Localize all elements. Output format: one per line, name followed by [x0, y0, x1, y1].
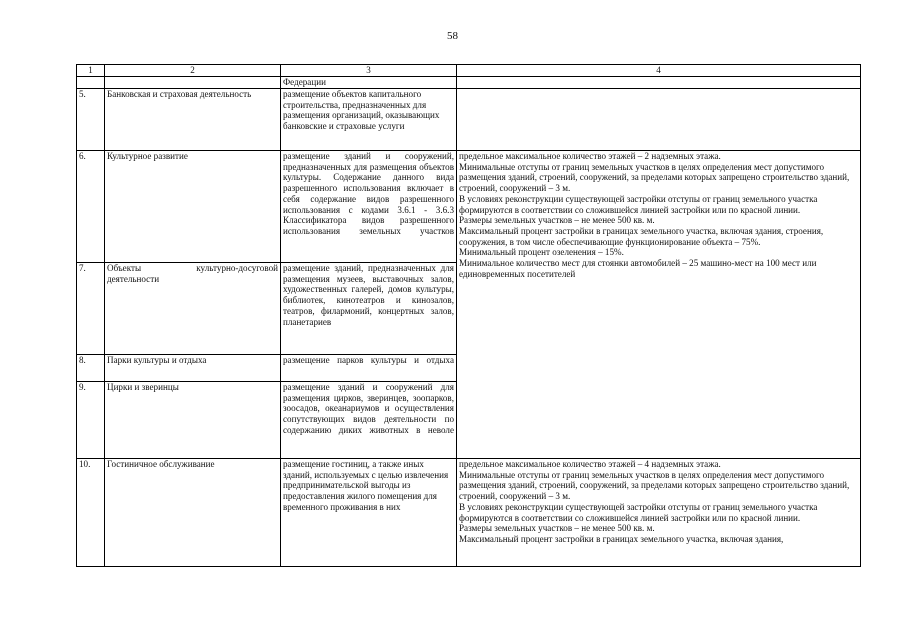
- row-use-description: размещение зданий, предназначенных для размещения музеев, выставочных залов, художественных галерей, домов культуры, библиотек, кинотеатров и кинозалов, театров, филармоний, концертных залов, планетариев: [281, 263, 457, 355]
- table-cell: [77, 77, 105, 89]
- param-line: Максимальный процент застройки в границах земельного участка, включая здания, строения, сооружения, в том числе обеспечивающие функционирование объекта – 75%.: [459, 225, 824, 247]
- row-use-description: размещение зданий и сооружений для размещения цирков, зверинцев, зоопарков, зоосадов, океанариумов и осуществления сопутствующих видов деятельности по содержанию диких животных в неволе: [281, 382, 457, 459]
- row-number: 8.: [77, 355, 105, 382]
- param-line: Размеры земельных участков – не менее 500 кв. м.: [459, 523, 655, 534]
- column-header-row: [77, 65, 861, 77]
- table-row: [77, 151, 861, 263]
- row-use-name: Объекты культурно-досуговой деятельности: [105, 263, 281, 355]
- continuation-description: Федерации: [281, 77, 457, 89]
- param-line: Минимальные отступы от границ земельных участков в целях определения мест допустимого размещения зданий, строений, сооружений, за пределами которых запрещено строительство зданий, строений, сооружений – 3 м.: [459, 161, 850, 194]
- row-use-description: размещение гостиниц, а также иных зданий, используемых с целью извлечения предпринимательской выгоды из предоставления жилого помещения для временного проживания в них: [281, 459, 457, 567]
- table-cell: [105, 77, 281, 89]
- row-number: 9.: [77, 382, 105, 459]
- params-cell-group-1: [457, 151, 861, 459]
- row-use-name: Банковская и страховая деятельность: [105, 89, 281, 151]
- column-header-4: 4: [457, 65, 861, 77]
- table-cell: [457, 77, 861, 89]
- row-use-name: Культурное развитие: [105, 151, 281, 263]
- page-number: 58: [447, 30, 458, 42]
- table-cell: [457, 89, 861, 151]
- param-line: Минимальные отступы от границ земельных участков в целях определения мест допустимого размещения зданий, строений, сооружений, за пределами которых запрещено строительство зданий, строений, сооружений – 3 м.: [459, 469, 850, 502]
- column-header-3: 3: [281, 65, 457, 77]
- row-number: 7.: [77, 263, 105, 355]
- column-header-2: 2: [105, 65, 281, 77]
- table-row: [77, 89, 861, 151]
- param-line: В условиях реконструкции существующей застройки отступы от границ земельного участка формируются в соответствии со сложившейся линией застройки или по красной линии.: [459, 501, 818, 523]
- row-use-description: размещение парков культуры и отдыха: [281, 355, 457, 382]
- row-number: 10.: [77, 459, 105, 567]
- param-line: Размеры земельных участков – не менее 500 кв. м.: [459, 215, 655, 226]
- params-list-2: [459, 459, 858, 545]
- zoning-table: [76, 64, 861, 567]
- table-row: [77, 459, 861, 567]
- param-line: Максимальный процент застройки в границах земельного участка, включая здания,: [459, 533, 784, 544]
- row-use-description: размещение зданий и сооружений, предназначенных для размещения объектов культуры. Содержание данного вида разрешенного использования включает в себя содержание видов разрешенного использования с кодами 3.6.1 - 3.6.3 Классификатора видов разрешенного использования земельных участков: [281, 151, 457, 263]
- column-header-1: 1: [77, 65, 105, 77]
- row-number: 5.: [77, 89, 105, 151]
- param-line: предельное максимальное количество этажей – 4 надземных этажа.: [459, 459, 721, 469]
- param-line: Минимальное количество мест для стоянки автомобилей – 25 машино-мест на 100 мест или единовременных посетителей: [459, 258, 817, 279]
- continuation-row: [77, 77, 861, 89]
- row-number: 6.: [77, 151, 105, 263]
- param-line: В условиях реконструкции существующей застройки отступы от границ земельного участка формируются в соответствии со сложившейся линией застройки или по красной линии.: [459, 193, 818, 215]
- row-use-name: Парки культуры и отдыха: [105, 355, 281, 382]
- params-cell-group-2: [457, 459, 861, 567]
- row-use-name: Гостиничное обслуживание: [105, 459, 281, 567]
- row-use-name: Цирки и зверинцы: [105, 382, 281, 459]
- row-use-description: размещение объектов капитального строительства, предназначенных для размещения организаций, оказывающих банковские и страховые услуги: [281, 89, 457, 151]
- param-line: Минимальный процент озеленения – 15%.: [459, 247, 624, 258]
- params-list-1: [459, 151, 858, 279]
- param-line: предельное максимальное количество этажей – 2 надземных этажа.: [459, 151, 721, 161]
